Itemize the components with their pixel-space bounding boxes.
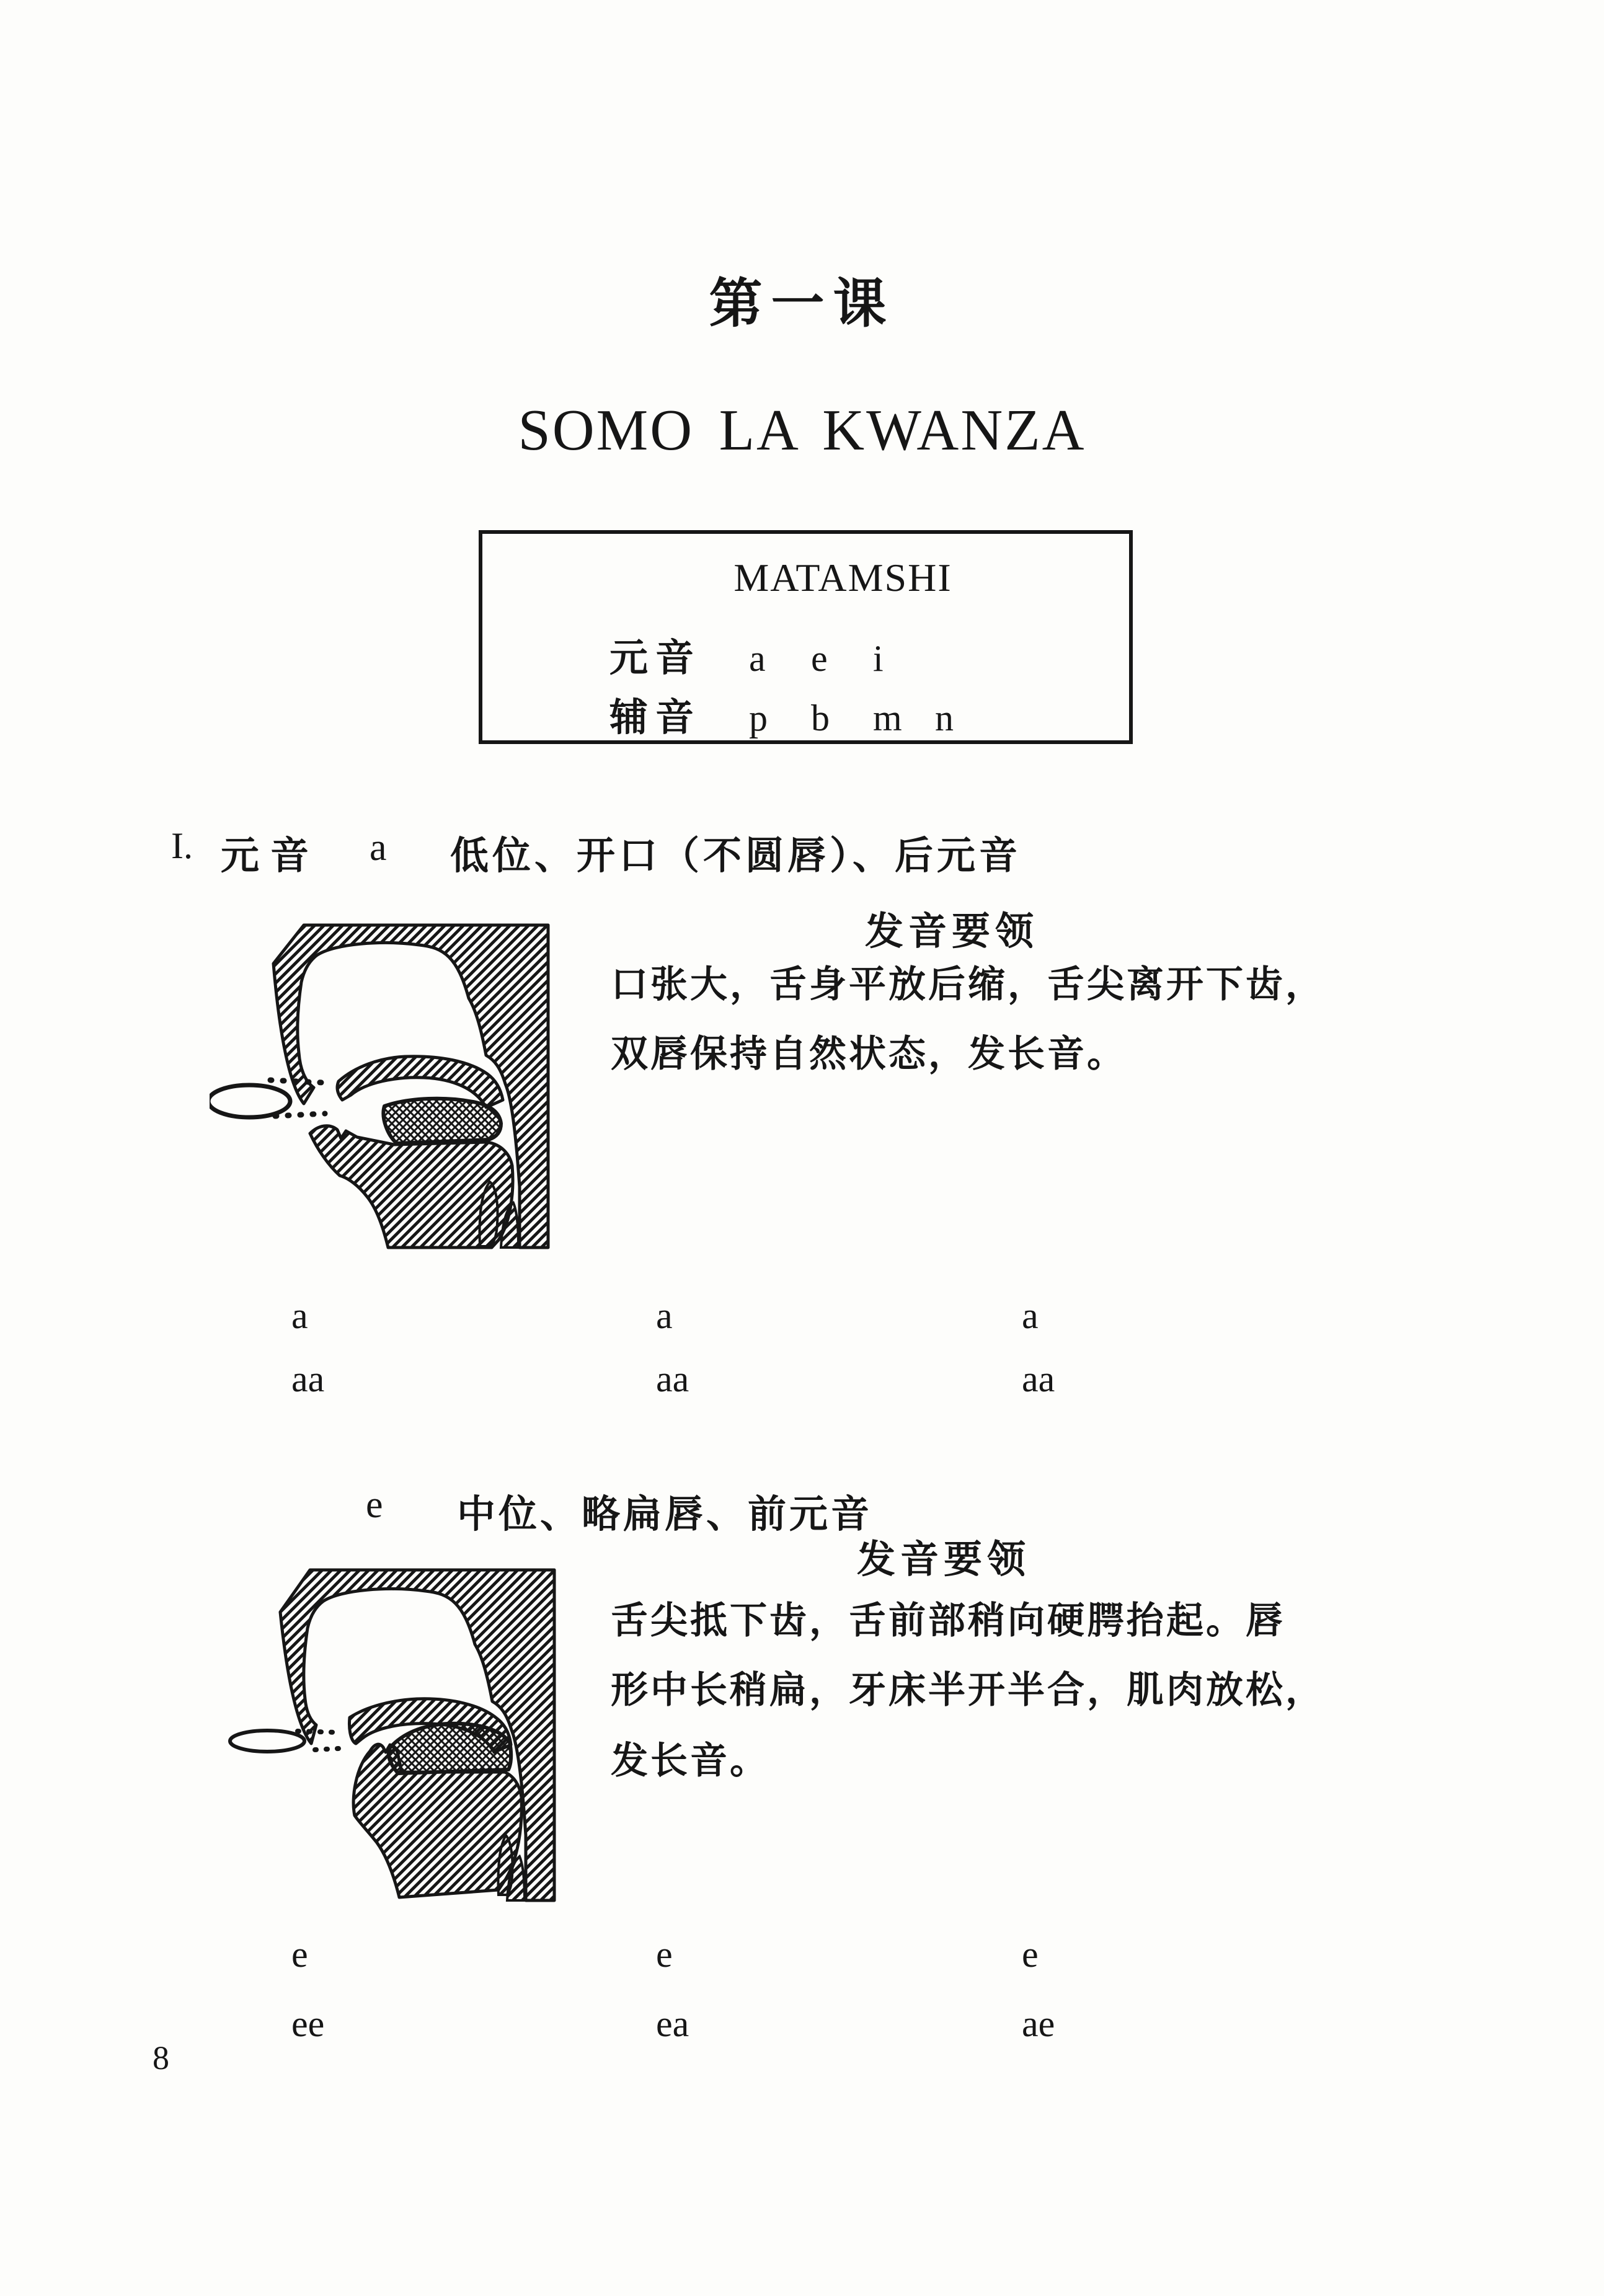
practice-syllable: a — [656, 1295, 673, 1336]
lesson-title-chinese: 第一课 — [709, 274, 895, 334]
lips-opening-icon — [210, 1085, 290, 1117]
practice-syllable: aa — [656, 1359, 689, 1399]
essentials-line: 形中长稍扁，牙床半开半合，肌肉放松， — [611, 1670, 1325, 1711]
tongue — [383, 1099, 501, 1143]
essentials-line: 发长音。 — [611, 1740, 769, 1781]
consonant-letter: n — [935, 698, 954, 738]
vowels-label: 元音 — [609, 637, 702, 680]
consonant-letter: b — [811, 698, 830, 738]
practice-row — [0, 2003, 1604, 2052]
essentials-line: 口张大，舌身平放后缩，舌尖离开下齿， — [611, 964, 1325, 1005]
matamshi-box — [479, 530, 1133, 744]
practice-syllable: e — [291, 1934, 308, 1975]
phoneme-e-features: 中位、略扁唇、前元音 — [457, 1494, 873, 1536]
vowel-a-articulation-diagram — [210, 919, 558, 1254]
essentials-line: 双唇保持自然状态，发长音。 — [611, 1034, 1127, 1075]
vowel-letter: e — [811, 638, 828, 679]
essentials-line: 舌尖抵下齿，舌前部稍向硬腭抬起。唇 — [611, 1600, 1285, 1641]
phoneme-a-features: 低位、开口（不圆唇）、后元音 — [450, 835, 1022, 877]
vowel-e-articulation-diagram — [218, 1562, 564, 1907]
lesson-title-swahili: SOMO LA KWANZA — [518, 398, 1086, 463]
consonant-letter: m — [873, 698, 902, 738]
airflow-dots-icon — [315, 1749, 339, 1750]
section-category-label: 元音 — [221, 835, 321, 877]
airflow-dots-icon — [270, 1080, 322, 1083]
practice-row — [0, 1295, 1604, 1344]
vowel-letter: a — [749, 638, 766, 679]
tongue — [389, 1724, 511, 1773]
practice-syllable: ee — [291, 2003, 325, 2044]
practice-row — [0, 1933, 1604, 1983]
lips-opening-icon — [230, 1731, 304, 1752]
phoneme-a-label: a — [370, 827, 387, 869]
practice-syllable: aa — [1022, 1359, 1055, 1399]
essentials-heading-e: 发音要领 — [857, 1539, 1031, 1581]
consonants-row — [609, 686, 997, 739]
practice-syllable: ea — [656, 2003, 689, 2044]
airflow-dots-icon — [275, 1114, 325, 1116]
consonant-letter: p — [749, 698, 768, 738]
matamshi-heading: MATAMSHI — [733, 556, 952, 600]
essentials-heading-a: 发音要领 — [865, 911, 1039, 953]
practice-syllable: e — [656, 1934, 673, 1975]
vowels-row — [609, 627, 935, 680]
vowel-letter: i — [873, 638, 884, 679]
page-number: 8 — [153, 2039, 169, 2077]
phoneme-e-label: e — [366, 1484, 383, 1526]
practice-syllable: ae — [1022, 2003, 1055, 2044]
practice-syllable: aa — [291, 1359, 325, 1399]
practice-row — [0, 1358, 1604, 1407]
section-numeral: I. — [171, 825, 193, 866]
consonants-label: 辅音 — [609, 697, 702, 739]
practice-syllable: a — [1022, 1295, 1039, 1336]
practice-syllable: a — [291, 1295, 308, 1336]
practice-syllable: e — [1022, 1934, 1039, 1975]
